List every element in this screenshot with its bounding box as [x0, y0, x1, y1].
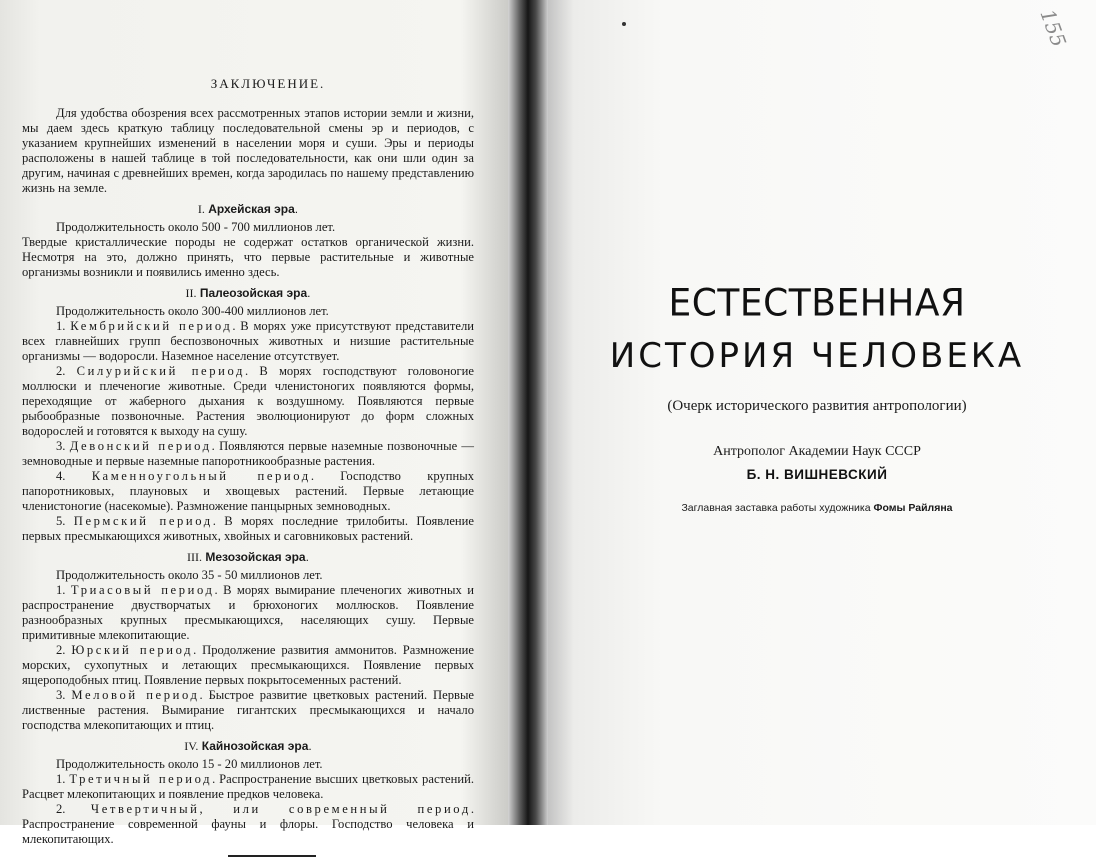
period-index: 2. [56, 802, 66, 816]
conclusion-section [22, 76, 474, 857]
period-index: 2. [56, 643, 66, 657]
era-heading: IV. Кайнозойская эра. [184, 739, 312, 753]
period-text: Господство крупных папоротниковых, плауновых и хвощевых растений. Первые летающие членистоногие (насекомые). Размножение панцырных земноводных. [22, 469, 475, 513]
artist-credit-prefix: Заглавная заставка работы художника [681, 502, 871, 514]
period-text: Распространение современной фауны и флоры. Господство человека и млекопитающих. [22, 817, 474, 846]
book-title-line2: ИСТОРИЯ ЧЕЛОВЕКА [609, 336, 1025, 376]
page-number-mark: 155 [1035, 6, 1072, 51]
period-entry: 3. Девонский период. Появляются первые наземные позвоночные — земноводные и первые наземные папоротникообразные растения. [22, 439, 474, 468]
era-heading: I. Архейская эра. [197, 202, 299, 216]
period-text: Продолжение развития аммонитов. Размножение морских, сухопутных и летающих пресмыкающихся. Появление первых ящероподобных птиц. Появление первых покрытосеменных растений. [22, 643, 474, 687]
era-heading: III. Мезозойская эра. [187, 550, 309, 564]
period-index: 2. [56, 364, 66, 378]
book-subtitle: (Очерк исторического развития антропологии) [667, 398, 967, 414]
era-name: Палеозойская эра [199, 286, 308, 300]
period-name: Кембрийский период [70, 319, 233, 333]
era-number: I. [197, 202, 205, 216]
author-affiliation: Антрополог Академии Наук СССР [713, 444, 921, 459]
period-index: 5. [56, 514, 66, 528]
period-name: Третичный период [69, 772, 213, 786]
era-duration: Продолжительность около 300-400 миллионов лет. [56, 304, 329, 318]
period-text: В морях уже присутствуют представители всех главнейших групп беспозвоночных животных и низшие растительные организмы — водоросли. Наземное население отсутствует. [22, 319, 475, 363]
artist-credit [574, 502, 1060, 514]
period-text: Быстрое развитие цветковых растений. Первые лиственные растения. Вымирание гигантских пресмыкающихся и начало господства млекопитающих и птиц. [22, 688, 475, 732]
period-name: Юрский период [71, 643, 194, 657]
era-description: Твердые кристаллические породы не содержат остатков органической жизни. Несмотря на это, должно принять, что первые растительные и животные организмы возникли и появились именно здесь. [22, 235, 474, 279]
era-heading: II. Палеозойская эра. [185, 286, 311, 300]
period-entry: 1. Третичный период. Распространение высших цветковых растений. Расцвет млекопитающих и появление предков человека. [22, 772, 474, 801]
period-index: 1. [56, 583, 66, 597]
period-name: Четвертичный, или современный период [90, 802, 471, 816]
period-entry: 4. Каменноугольный период. Господство крупных папоротниковых, плауновых и хвощевых растений. Первые летающие членистоногие (насекомые). Размножение панцырных земноводных. [22, 469, 475, 513]
period-name: Пермский период [73, 514, 213, 528]
era-number: II. [185, 286, 197, 300]
era-name: Архейская эра [208, 202, 295, 216]
period-name: Триасовый период [70, 583, 215, 597]
era-name: Кайнозойская эра [201, 739, 309, 753]
period-entry: 1. Триасовый период. В морях вымирание плеченогих животных и распространение двустворчатых и брюхоногих моллюсков. Появление разнообразных крупных пресмыкающихся, населяющих сушу. Первые примитивные млекопитающие. [22, 583, 474, 642]
era-duration: Продолжительность около 500 - 700 миллионов лет. [56, 220, 336, 234]
print-speck [622, 22, 626, 26]
era-number: IV. [184, 739, 199, 753]
period-index: 3. [56, 439, 66, 453]
period-text: В морях господствуют головоногие моллюски и плеченогие животные. Среди членистоногих появляются формы, переходящие от жаберного дыхания к воздушному. Появляются первые рыбообразные позвоночные. Растения эволюционируют до форм сложных водорослей и готовятся к выходу на сушу. [22, 364, 474, 438]
period-entry: 3. Меловой период. Быстрое развитие цветковых растений. Первые лиственные растения. Вымирание гигантских пресмыкающихся и начало господства млекопитающих и птиц. [22, 688, 475, 732]
period-entry: 2. Юрский период. Продолжение развития аммонитов. Размножение морских, сухопутных и летающих пресмыкающихся. Появление первых ящероподобных птиц. Появление первых покрытосеменных растений. [22, 643, 474, 687]
period-index: 1. [56, 319, 66, 333]
book-title-line1: ЕСТЕСТВЕННАЯ [668, 281, 966, 326]
period-index: 3. [56, 688, 66, 702]
book-gutter [508, 0, 548, 825]
period-name: Девонский период [69, 439, 212, 453]
period-name: Каменноугольный период [91, 469, 311, 483]
era-duration: Продолжительность около 15 - 20 миллионов лет. [56, 757, 323, 771]
era-name: Мезозойская эра [205, 550, 306, 564]
period-entry: 1. Кембрийский период. В морях уже присутствуют представители всех главнейших групп беспозвоночных животных и низшие растительные организмы — водоросли. Наземное население отсутствует. [22, 319, 475, 363]
period-entry: 2. Четвертичный, или современный период. Распространение современной фауны и флоры. Господство человека и млекопитающих. [22, 802, 474, 846]
conclusion-title: ЗАКЛЮЧЕНИЕ. [210, 76, 326, 91]
eras-list [22, 202, 474, 847]
artist-name: Фомы Райляна [873, 502, 953, 514]
period-text: Распространение высших цветковых растений. Расцвет млекопитающих и появление предков человека. [22, 772, 474, 801]
period-text: В морях последние трилобиты. Появление первых пресмыкающихся животных, хвойных и саговниковых растений. [22, 514, 474, 543]
period-entry: 5. Пермский период. В морях последние трилобиты. Появление первых пресмыкающихся животных, хвойных и саговниковых растений. [22, 514, 474, 543]
era-duration: Продолжительность около 35 - 50 миллионов лет. [56, 568, 323, 582]
author-name: Б. Н. ВИШНЕВСКИЙ [746, 467, 888, 482]
period-name: Силурийский период [76, 364, 246, 378]
period-entry: 2. Силурийский период. В морях господствуют головоногие моллюски и плеченогие животные. Среди членистоногих появляются формы, переходящие от жаберного дыхания к воздушному. Появляются первые рыбообразные позвоночные. Растения эволюционируют до форм сложных водорослей и готовятся к выходу на сушу. [22, 364, 474, 438]
period-text: Появляются первые наземные позвоночные — земноводные и первые наземные папоротникообразные растения. [22, 439, 474, 468]
conclusion-intro: Для удобства обозрения всех рассмотренных этапов истории земли и жизни, мы даем здесь краткую таблицу последовательной смены эр и периодов, с указанием крупнейших изменений в населении моря и суши. Эры и периоды расположены в нашей таблице в той последовательности, как они шли один за другим, начиная с древнейших времен, когда зародилась по нашему представлению жизнь на земле. [22, 106, 474, 195]
period-index: 4. [56, 469, 66, 483]
period-index: 1. [56, 772, 66, 786]
period-name: Меловой период [71, 688, 200, 702]
era-number: III. [187, 550, 203, 564]
period-text: В морях вымирание плеченогих животных и распространение двустворчатых и брюхоногих моллюсков. Появление разнообразных крупных пресмыкающихся, населяющих сушу. Первые примитивные млекопитающие. [22, 583, 474, 642]
